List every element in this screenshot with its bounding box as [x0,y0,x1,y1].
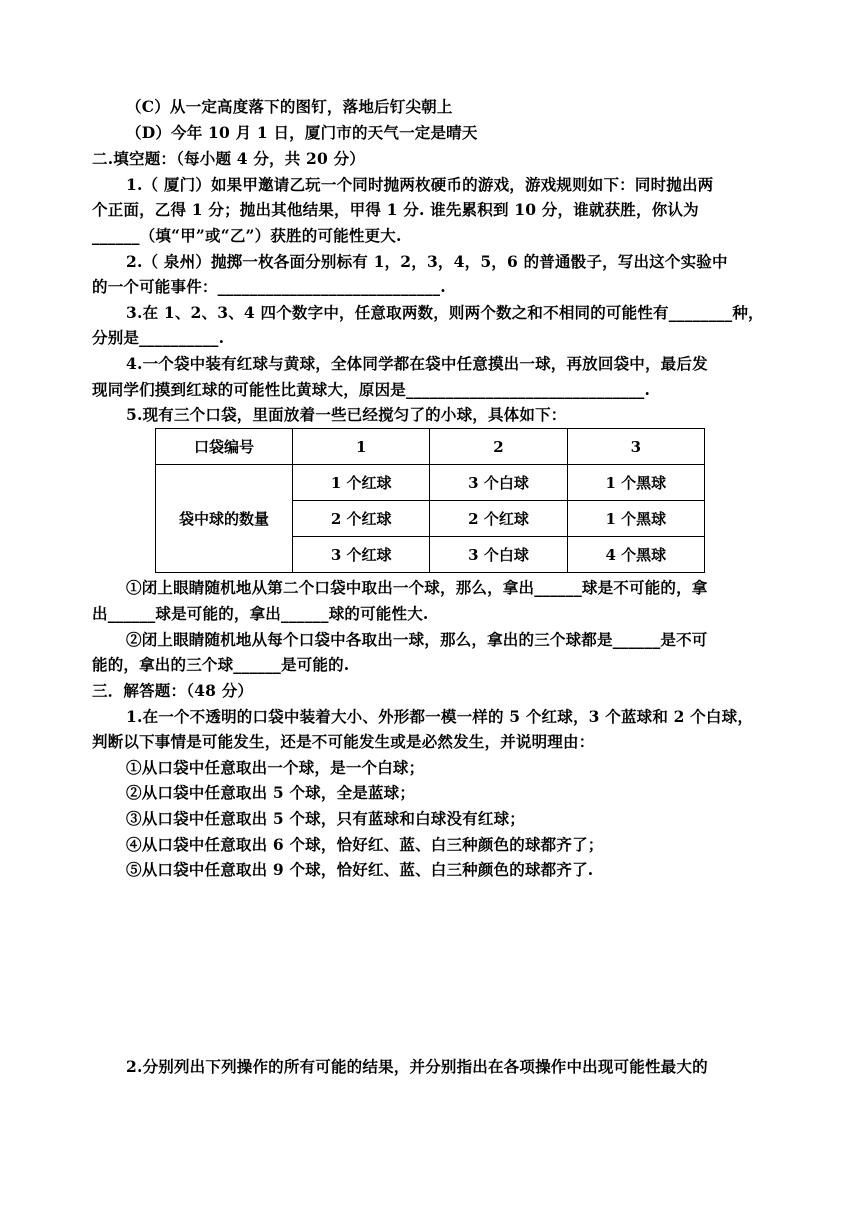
table-cell: 1 个黑球 [567,501,704,537]
fill-q1-line1: 1.（ 厦门）如果甲邀请乙玩一个同时抛两枚硬币的游戏，游戏规则如下：同时抛出两 [126,175,714,194]
fill-q1-line3: ______（填“甲”或“乙”）获胜的可能性更大. [92,226,402,245]
fill-q3-line2: 分别是__________. [92,328,225,347]
table-header-cell: 2 [430,429,567,465]
table-cell: 2 个红球 [430,501,567,537]
fill-q3-line1: 3.在 1、2、3、4 四个数字中，任意取两数，则两个数之和不相同的可能性有________种， [126,303,764,322]
table-cell: 3 个白球 [430,465,567,501]
section-2-heading: 二.填空题：（每小题 4 分，共 20 分） [92,149,365,168]
fill-q4-line1: 4.一个袋中装有红球与黄球，全体同学都在袋中任意摸出一球，再放回袋中，最后发 [126,354,708,373]
table-header-cell: 1 [293,429,430,465]
table-header-row [156,429,705,465]
table-cell: 1 个红球 [293,465,430,501]
section-3-heading: 三．解答题：（48 分） [92,681,254,700]
answer-q1-item5: ⑤从口袋中任意取出 9 个球，恰好红、蓝、白三种颜色的球都齐了. [126,860,594,879]
option-d: （D）今年 10 月 1 日，厦门市的天气一定是晴天 [126,123,478,142]
fill-q2-line1: 2.（ 泉州）抛掷一枚各面分别标有 1，2，3，4，5，6 的普通骰子，写出这个实验中 [126,252,728,271]
answer-q2-line1: 2.分别列出下列操作的所有可能的结果，并分别指出在各项操作中出现可能性最大的 [126,1057,708,1076]
table-row [156,465,705,501]
table-header-cell: 口袋编号 [156,429,293,465]
fill-q5-item2-line1: ②闭上眼睛随机地从每个口袋中各取出一球，那么，拿出的三个球都是______是不可 [126,630,708,649]
answer-q1-line2: 判断以下事情是可能发生，还是不可能发生或是必然发生，并说明理由： [92,732,595,751]
fill-q4-line2: 现同学们摸到红球的可能性比黄球大，原因是______________________________. [92,380,651,399]
fill-q5-item2-line2: 能的，拿出的三个球______是可能的. [92,655,350,674]
answer-q1-item2: ②从口袋中任意取出 5 个球，全是蓝球； [126,783,416,802]
table-row-label: 袋中球的数量 [156,465,293,573]
table-header-cell: 3 [567,429,704,465]
table-cell: 3 个白球 [430,537,567,573]
answer-q1-item4: ④从口袋中任意取出 6 个球，恰好红、蓝、白三种颜色的球都齐了； [126,835,604,854]
table-cell: 3 个红球 [293,537,430,573]
table-cell: 1 个黑球 [567,465,704,501]
option-c: （C）从一定高度落下的图钉，落地后钉尖朝上 [126,97,453,116]
bag-contents-table [155,428,705,573]
fill-q2-line2: 的一个可能事件：____________________________. [92,277,446,296]
table-cell: 4 个黑球 [567,537,704,573]
fill-q5-intro: 5.现有三个口袋，里面放着一些已经搅匀了的小球，具体如下： [126,405,567,424]
fill-q1-line2: 个正面，乙得 1 分；抛出其他结果，甲得 1 分. 谁先累积到 10 分，谁就获胜，你认为 [92,200,699,219]
fill-q5-item1-line1: ①闭上眼睛随机地从第二个口袋中取出一个球，那么，拿出______球是不可能的，拿 [126,578,708,597]
answer-q1-item3: ③从口袋中任意取出 5 个球，只有蓝球和白球没有红球； [126,809,525,828]
answer-q1-line1: 1.在一个不透明的口袋中装着大小、外形都一模一样的 5 个红球，3 个蓝球和 2 个白球， [126,707,754,726]
fill-q5-item1-line2: 出______球是可能的，拿出______球的可能性大. [92,604,429,623]
answer-q1-item1: ①从口袋中任意取出一个球，是一个白球； [126,758,425,777]
table-cell: 2 个红球 [293,501,430,537]
